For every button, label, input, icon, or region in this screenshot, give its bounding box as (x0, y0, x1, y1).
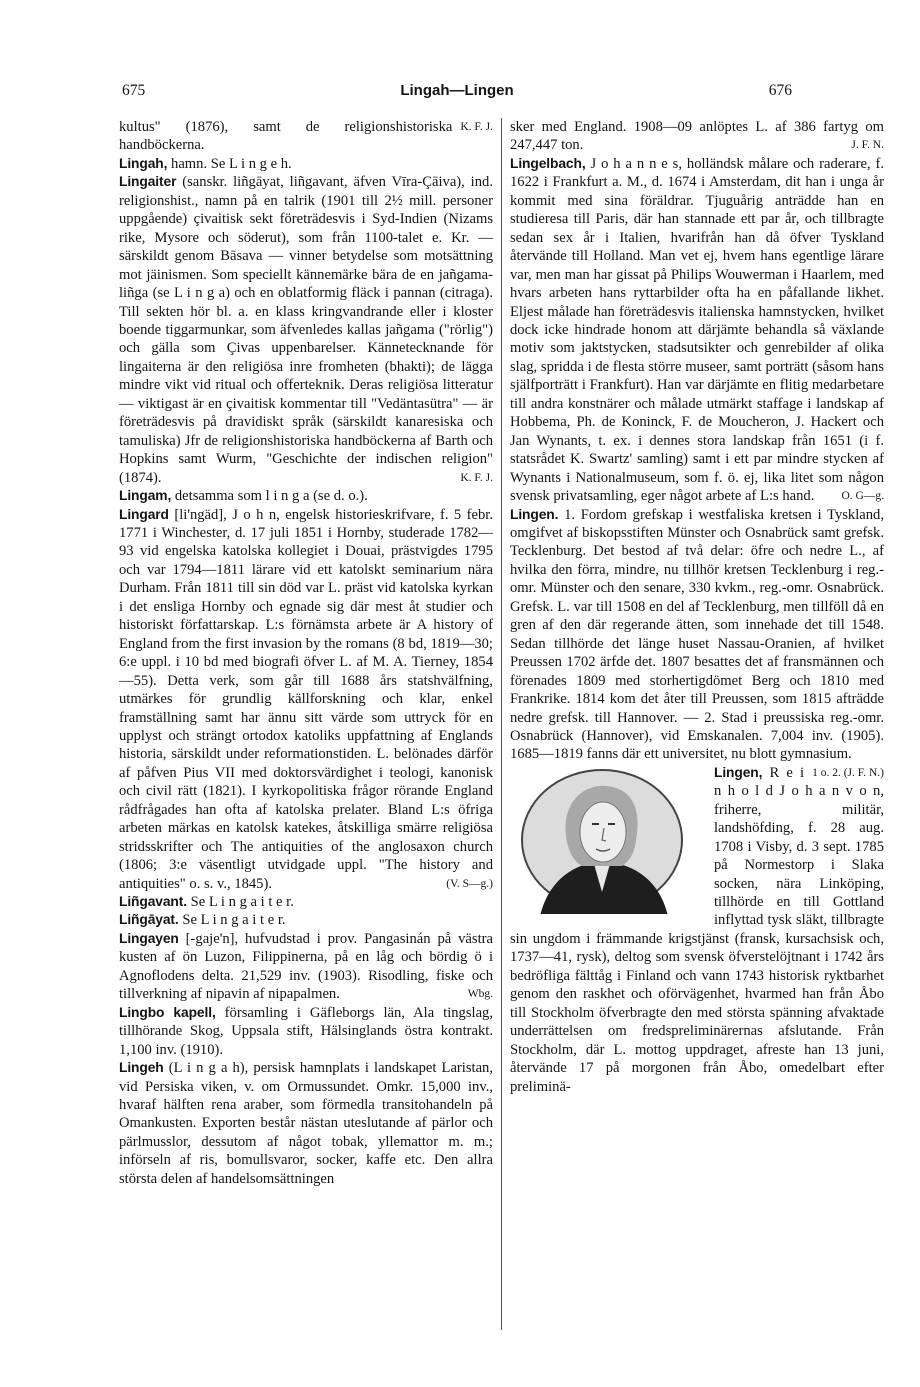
entry-headword: Lingbo kapell, (119, 1004, 216, 1020)
portrait-image (510, 766, 702, 914)
entry-signature: (V. S—g.) (446, 877, 493, 890)
entry-text: R e i n h o l d J o h a n v o n, friherre, militär, landshöfding, f. 28 aug. 1708 i Visby, d. 3 sept. 1785 på Normestorp i Slaka socken, nära Linköping, tillhörde en till Gottland inflyttad tysk släkt, tillbragte sin ungdom i främmande krigstjänst (fransk, kursachsisk och, 1737—41, rysk), deltog som svensk öfverstelöjtnant i 1742 års bedröfliga fälttåg i Finland och vann 1743 historisk ryktbarhet genom den raskhet och oförvägenhet, hvarmed han från Åbo till Stockholm öfverbragte den med största spänning afvaktade underrättelsen om fredspreliminärernas afslutande. Från Stockholm, där L. mottog uppdraget, afreste han 13 juni, återvände 17 på morgonen från Åbo, omedelbart efter preliminä- (510, 764, 884, 1095)
entry-signature: J. F. N. (851, 139, 884, 152)
entry-text: (sanskr. liñgāyat, liñgavant, äfven Vīra-Çāiva), ind. religionshist., namn på en talrik (1901 till 2½ mill. personer uppgående) çivaitisk sekt företrädesvis i Syd-Indien (Nizams rike, Mysore och söderut), som från 1100-talet e. Kr. — särskildt genom Bāsava — vinner betydelse som motsättning mot jäinismen. Som speciellt kännemärke bära de en jañgama-liñga (se L i n g a) och en oblatformig fläck i pannan (citraga). Till sekten hör bl. a. en klass kringvandrande eller i kloster boende tiggarmunkar, som äfvenledes kallas jañgama ("rörlig") och gälla som Çivas uppenbarelser. Kännetecknande för lingaiterna är den religiösa inre fromheten (bhakti); de lägga mindre vikt vid ritual och offerteknik. Deras religiösa litteratur — viktigast är en çivaitisk kommentar till "Vedäntasütra" — är företrädesvis på dravidiskt språk (särskildt kanaresiska och tamuliska) Jfr de religionshistoriska handböckerna af Barth och Hopkins samt Wurm, "Geschichte der indischen religion" (1874). (119, 174, 493, 486)
entry (119, 173, 493, 487)
entry-text: sker med England. 1908—09 anlöptes L. af 386 fartyg om 247,447 ton. (510, 119, 884, 154)
page-header (122, 82, 792, 104)
entry-headword: Lingeh (119, 1060, 164, 1076)
entry-headword: Lingen, (714, 764, 763, 780)
entry-signature: K. F. J. (460, 471, 493, 484)
entry (119, 487, 493, 505)
column-divider (501, 118, 502, 1330)
entry (119, 506, 493, 894)
entry-headword: Lingen. (510, 506, 559, 522)
entry-continuation (119, 118, 493, 155)
entry (119, 155, 493, 173)
entry (510, 506, 885, 779)
entry-headword: Liñgavant. (119, 894, 187, 910)
entry (510, 155, 884, 506)
entry-headword: Lingaiter (119, 174, 177, 190)
entry-text: 1. Fordom grefskap i westfaliska kretsen i Tyskland, omgifvet af biskopsstiften Münster och Osnabrück samt grefsk. Tecklenburg. Det bestod af två delar: öfre och nedre L., af hvilka den förra, mindre, nu tillhör kretsen Tecklenburg i reg.-omr. Münster och den senare, 330 kvkm., reg.-omr. Osnabrück. Grefsk. L. var till 1508 en del af Tecklenburg, men tillföll då en gren af den där regerande ätten, som innehade det till 1548. Sedan tillhörde det länge huset Nassau-Oranien, af hvilket Preussen 1702 ärfde det. 1807 besattes det af fransmännen och förenades 1809 med storhertigdömet Berg och 1810 med Frankrike. 1814 kom det åter till Preussen, som 1815 afträdde nedre grefsk. till Hannover. — 2. Stad i preussiska reg.-omr. Osnabrück (Hannover), vid Emskanalen. 7,004 inv. (1905). 1685—1819 fanns där ett universitet, nu blott gymnasium. (510, 506, 885, 763)
entry-headword: Liñgāyat. (119, 912, 179, 928)
entry-text: detsamma som l i n g a (se d. o.). (174, 488, 368, 505)
entry-text: J o h a n n e s, holländsk målare och raderare, f. 1622 i Frankfurt a. M., d. 1674 i Amsterdam, dit han i unga år kommit med sina föräldrar. Tjuguårig anträdde han en studieresa till Paris, där han stannade ett par år, och tillbragte sedan sex år i Italien, hvarifrån han då öfver Tyskland återvände till Holland. Man vet ej, hvem hans egentlige lärare var, men man har gissat på Philips Wouwerman i Haarlem, med hvars arbeten hans ryttarbilder ofta ha en påfallande likhet. Eljest målade han företrädesvis italienska hamnstycken, hvilket dock icke hindrade honom att därjämte behandla så växlande motiv som jaktstycken, stadsutsikter och genrebilder af olika slag, spridda i de flesta större museer, samt porträtt (såsom hans själfporträtt i Frankfurt). Han var därjämte en flitig medarbetare till andra konstnärer och målade utmärkt staffage i landskap af Hobbema, Ph. de Koninck, F. de Moucheron, J. Hackert och Jan Wynants, t. ex. i dennes stora landskap från 1651 (i f. statsrådet K. Swartz' samling) samt i ett par mindre stycken af Wynants i Nationalmuseum, som f. ö. ej, lika litet som någon svensk privatsamling, eger något arbete af L:s hand. (510, 155, 884, 505)
entry-text: Se L i n g a i t e r. (190, 894, 294, 911)
entry-headword: Lingelbach, (510, 155, 586, 171)
entry-text: hamn. Se L i n g e h. (171, 155, 292, 172)
entry-text: Se L i n g a i t e r. (182, 912, 286, 929)
entry-signature: K. F. J. (460, 121, 493, 133)
running-title: Lingah—Lingen (400, 82, 514, 99)
entry-headword: Lingayen (119, 930, 179, 946)
entry-signature: 1 o. 2. (J. F. N.) (812, 766, 884, 779)
portrait-engraving (510, 766, 702, 914)
entry-headword: Lingah, (119, 155, 168, 171)
entry (119, 1059, 493, 1188)
page-number-right: 676 (768, 82, 792, 99)
entry (119, 930, 493, 1004)
entry-text: kultus" (1876), samt de religionshistoriska handböckerna. (119, 119, 453, 154)
entry-text: [li'ngäd], J o h n, engelsk historieskrifvare, f. 5 febr. 1771 i Winchester, d. 17 juli 1851 i Hornby, studerade 1782—93 vid engelska katolska kollegiet i Douai, prästvigdes 1795 och var 1794—1811 lärare vid ett katolskt seminarium nära Durham. Från 1811 till sin död var L. präst vid katolska kyrkan i det ensliga Hornby och egnade sig där mest åt studier och historiskt författarskap. L:s förnämsta arbete är A history of England from the first invasion by the romans (8 bd, 1819—30; 6:e uppl. i 10 bd med biografi öfver L. af M. A. Tierney, 1854—55). Detta verk, som går till 1688 års statshvälfning, utmärkes för grundlig källforskning och klar, enkel framställning samt har ännu sitt värde som uttryck för en upplyst och strängt ortodox katoliks uppfattning af Englands historia, särskildt under reformationstiden. L. belönades därför af påfven Pius VII med doktorsvärdighet i teologi, kanonisk och civil rätt (1821). I kyrkopolitiska frågor rörande England rådfrågades han ofta af katolska prelater. Bland L:s öfriga arbeten märkas en katolsk katekes, åtskilliga smärre religiösa stridsskrifter och The antiquities of the anglosaxon church (1806; 3:e väsentligt utvidgade uppl. "The history and antiquities" o. s. v., 1845). (119, 506, 493, 892)
entry-continuation (510, 118, 884, 155)
entry-text: församling i Gäfleborgs län, Ala tingslag, tillhörande Skog, Uppsala stift, Hälsinglands östra kontrakt. 1,100 inv. (1910). (119, 1004, 494, 1058)
page-number-left: 675 (122, 82, 146, 99)
entry (119, 911, 493, 929)
entry (119, 1004, 493, 1059)
entry-signature: Wbg. (467, 988, 493, 1001)
entry-text: (L i n g a h), persisk hamnplats i landskapet Laristan, vid Persiska viken, v. om Ormussundet. Omkr. 15,000 inv., hvaraf hälften rena araber, som förmedla transitohandeln på Omankusten. Exporten består nästan uteslutande af pärlor och pärlmusslor, dessutom af något tobak, yllemattor m. m.; införseln af ris, bomullsvaror, socker, kaffe etc. Den allra största delen af handelsomsättningen (119, 1060, 493, 1187)
right-column (510, 118, 884, 1096)
left-column (119, 118, 493, 1188)
entry-headword: Lingam, (119, 488, 172, 504)
entry-text: [-gaje'n], hufvudstad i prov. Pangasinán på västra kusten af ön Luzon, Filippinerna, på en låg och bördig ö i Agnoflodens delta. 21,529 inv. (1903). Risodling, fiske och tillverkning af nipavin af nipapalmen. (119, 930, 493, 1003)
entry-signature: O. G—g. (841, 490, 884, 503)
entry-headword: Lingard (119, 506, 169, 522)
entry (119, 893, 493, 911)
